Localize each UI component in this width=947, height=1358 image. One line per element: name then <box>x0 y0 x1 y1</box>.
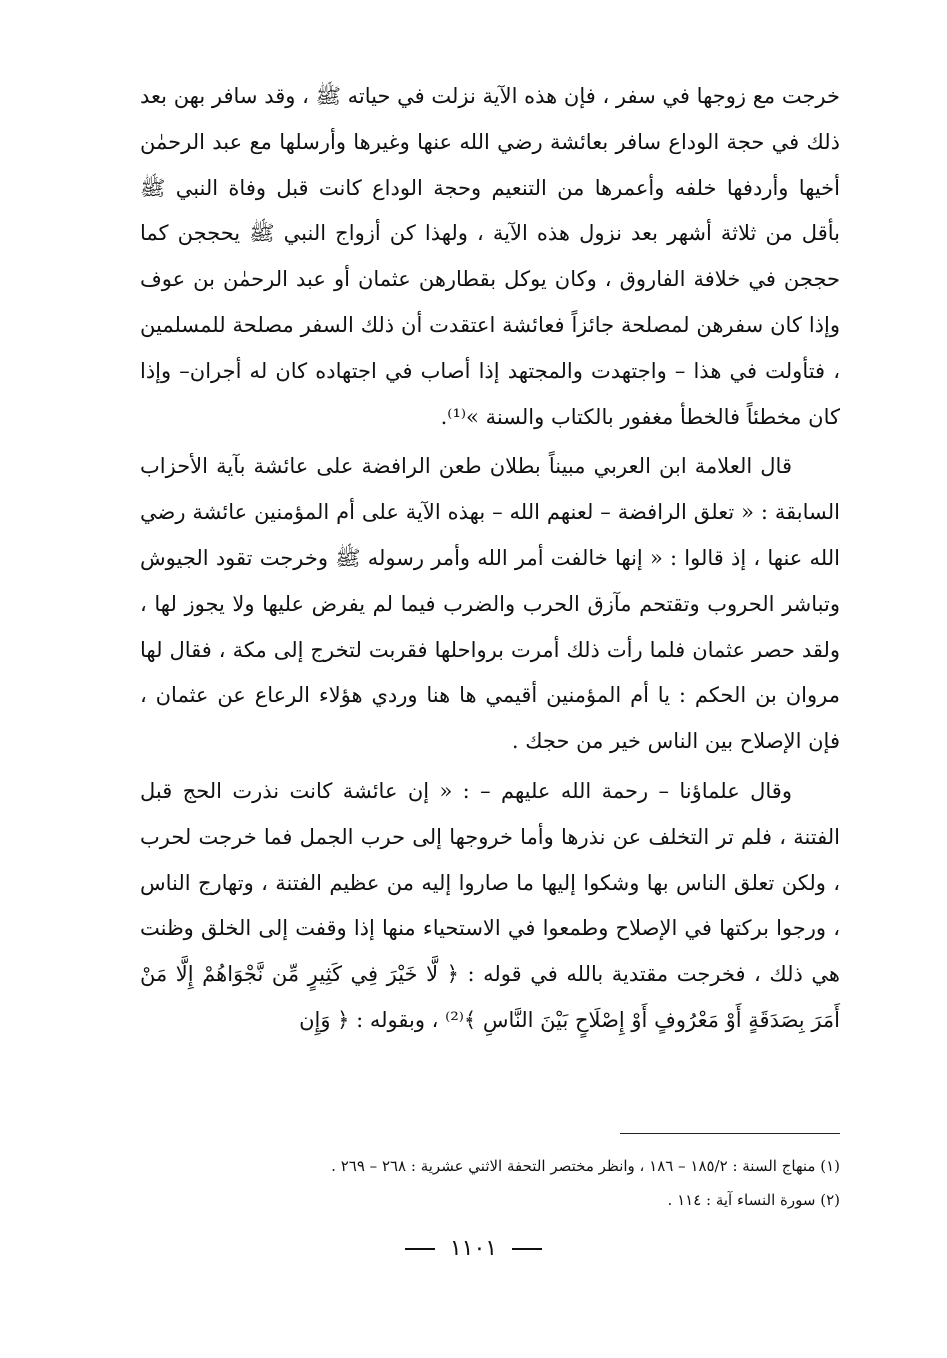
paragraph-1: خرجت مع زوجها في سفر ، فإن هذه الآية نزلت في حياته ﷺ ، وقد سافر بهن بعد ذلك في حجة الوداع سافر بعائشة رضي الله عنها وغيرها وأرسلها مع عبد الرحمٰن أخيها وأردفها خلفه وأعمرها من التنعيم وحجة الوداع كانت قبل وفاة النبي ﷺ بأقل من ثلاثة أشهر بعد نزول هذه الآية ، ولهذا كن أزواج النبي ﷺ يحججن كما حججن في خلافة الفاروق ، وكان يوكل بقطارهن عثمان أو عبد الرحمٰن بن عوف وإذا كان سفرهن لمصلحة جائزاً فعائشة اعتقدت أن ذلك السفر مصلحة للمسلمين ، فتأولت في هذا – واجتهدت والمجتهد إذا أصاب في اجتهاده كان له أجران– وإذا كان مخطئاً فالخطأ مغفور بالكتاب والسنة »⁽¹⁾. <box>140 84 840 429</box>
main-text <box>140 74 840 1044</box>
footnotes <box>140 1149 840 1217</box>
page-number: ١١٠١ <box>449 1236 498 1261</box>
footnote-1: (١) منهاج السنة : ١٨٥/٢ – ١٨٦ ، وانظر مختصر التحفة الاثني عشرية : ٢٦٨ – ٢٦٩ . <box>331 1157 840 1175</box>
page-number-footer <box>0 1236 947 1261</box>
footnote-2: (٢) سورة النساء آية : ١١٤ . <box>667 1191 840 1209</box>
page-number-dash-right <box>405 1248 435 1250</box>
footnote-divider <box>620 1133 840 1134</box>
paragraph-2: قال العلامة ابن العربي مبيناً بطلان طعن الرافضة على عائشة بآية الأحزاب السابقة : « تعلق الرافضة – لعنهم الله – بهذه الآية على أم المؤمنين عائشة رضي الله عنها ، إذ قالوا : « إنها خالفت أمر الله وأمر رسوله ﷺ وخرجت تقود الجيوش وتباشر الحروب وتقتحم مآزق الحرب والضرب فيما لم يفرض عليها ولا يجوز لها ، ولقد حصر عثمان فلما رأت ذلك أمرت برواحلها فقربت لتخرج إلى مكة ، فقال لها مروان بن الحكم : يا أم المؤمنين أقيمي ها هنا وردي هؤلاء الرعاع عن عثمان ، فإن الإصلاح بين الناس خير من حجك . <box>140 454 840 754</box>
paragraph-3: وقال علماؤنا – رحمة الله عليهم – : « إن عائشة كانت نذرت الحج قبل الفتنة ، فلم تر التخلف عن نذرها وأما خروجها إلى حرب الجمل فما خرجت لحرب ، ولكن تعلق الناس بها وشكوا إليها ما صاروا إليه من عظيم الفتنة ، وتهارج الناس ، ورجوا بركتها في الإصلاح وطمعوا في الاستحياء منها إذا وقفت إلى الخلق وظنت هي ذلك ، فخرجت مقتدية بالله في قوله : ﴿ لَّا خَيْرَ فِي كَثِيرٍ مِّن نَّجْوَاهُمْ إِلَّا مَنْ أَمَرَ بِصَدَقَةٍ أَوْ مَعْرُوفٍ أَوْ إِصْلَاحٍ بَيْنَ النَّاسِ ﴾⁽²⁾ ، وبقوله : ﴿ وَإِن <box>140 778 841 1032</box>
page-number-dash-left <box>512 1248 542 1250</box>
